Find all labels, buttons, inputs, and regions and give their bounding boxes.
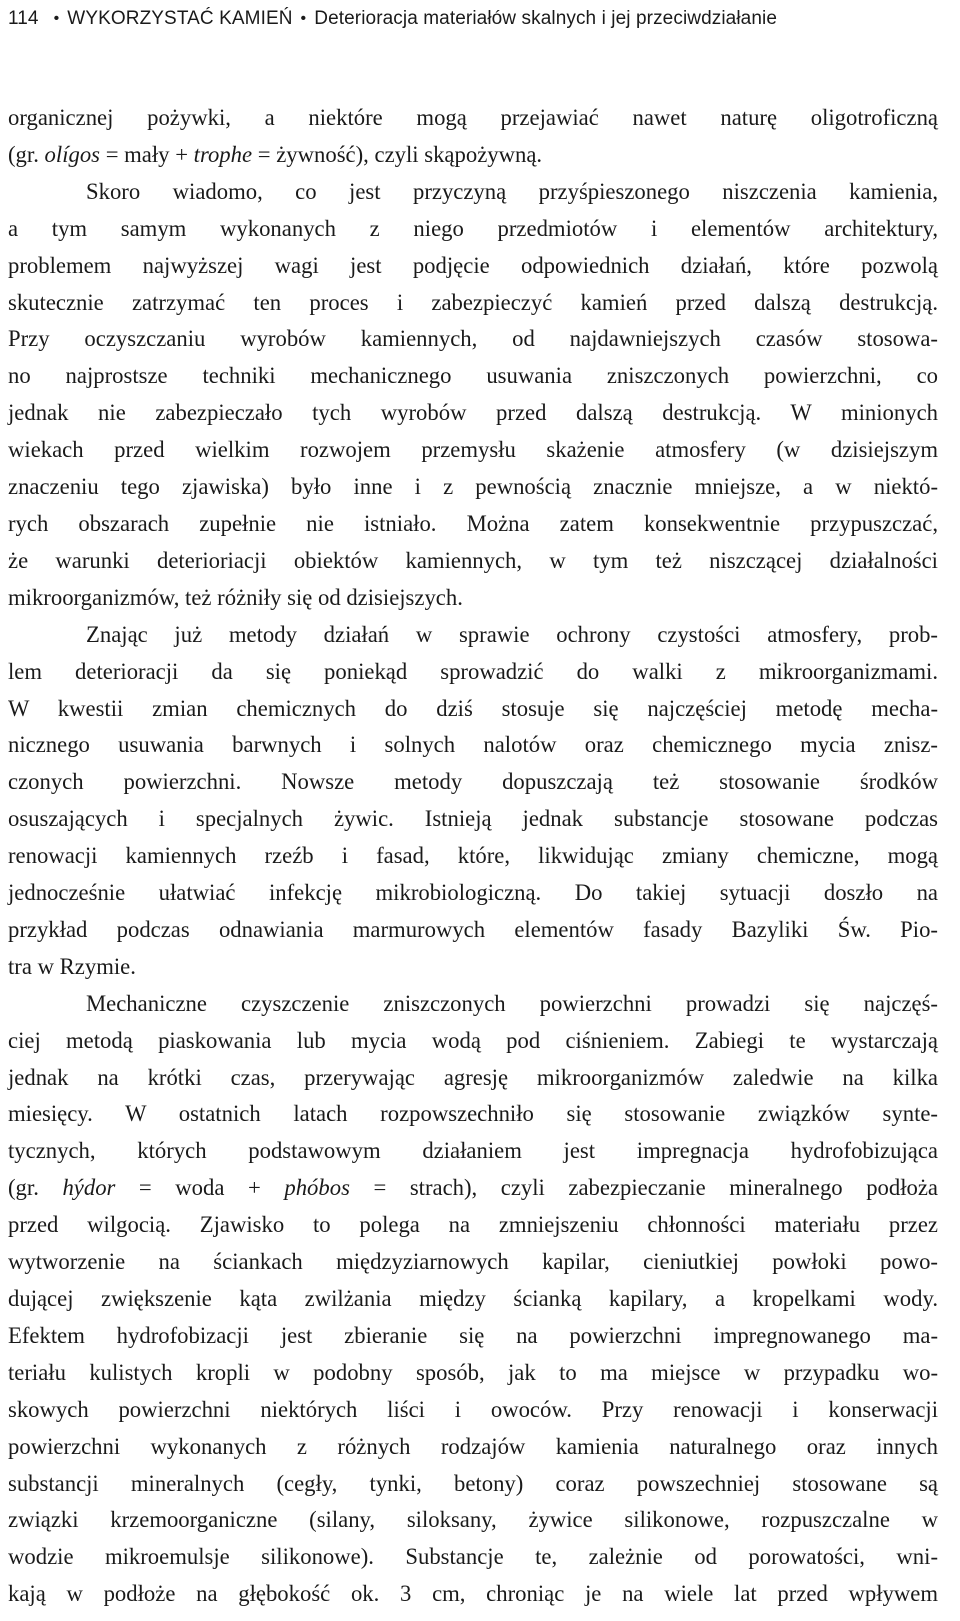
text-segment: renowacji kamiennych rzeźb i fasad, które, likwidując zmiany chemiczne, mogą xyxy=(8,843,938,869)
text-segment: jednocześnie ułatwiać infekcję mikrobiologiczną. Do takiej sytuacji doszło na xyxy=(8,880,938,906)
text-segment: wodzie mikroemulsje silikonowe). Substancje te, zależnie od porowatości, wni- xyxy=(8,1544,938,1570)
text-line xyxy=(8,1576,938,1613)
text-line xyxy=(8,543,938,580)
text-line xyxy=(8,248,938,285)
text-line xyxy=(8,285,938,322)
body-text xyxy=(8,100,938,1613)
text-line xyxy=(8,469,938,506)
text-segment: substancji mineralnych (cegły, tynki, betony) coraz powszechniej stosowane są xyxy=(8,1470,938,1496)
text-segment: przykład podczas odnawiania marmurowych elementów fasady Bazyliki Św. Pio- xyxy=(8,916,938,942)
text-segment: związki krzemoorganiczne (silany, siloksany, żywice silikonowe, rozpuszczalne w xyxy=(8,1507,938,1533)
text-line xyxy=(8,801,938,838)
text-segment: miesięcy. W ostatnich latach rozpowszechniło się stosowanie związków synte- xyxy=(8,1101,938,1127)
text-segment: wytworzenie na ściankach międzyziarnowych kapilar, cieniutkiej powłoki powo- xyxy=(8,1249,938,1275)
text-segment: = mały + xyxy=(100,141,194,167)
text-line xyxy=(8,1429,938,1466)
text-segment: znaczeniu tego zjawiska) było inne i z pewnością znacznie mniejsze, a w niektó- xyxy=(8,474,938,500)
text-segment: osuszających i specjalnych żywic. Istnieją jednak substancje stosowane podczas xyxy=(8,806,938,832)
text-segment: Mechaniczne czyszczenie zniszczonych powierzchni prowadzi się najczęś- xyxy=(86,990,938,1016)
text-segment: (gr. xyxy=(8,141,45,167)
text-segment: skutecznie zatrzymać ten proces i zabezpieczyć kamień przed dalszą destrukcją. xyxy=(8,289,938,315)
text-line xyxy=(8,986,938,1023)
text-segment: jednak nie zabezpieczało tych wyrobów przed dalszą destrukcją. W minionych xyxy=(8,400,938,426)
text-line xyxy=(8,1170,938,1207)
italic-term: hýdor xyxy=(62,1175,116,1201)
text-segment: Efektem hydrofobizacji jest zbieranie się na powierzchni impregnowanego ma- xyxy=(8,1322,938,1348)
text-line xyxy=(8,137,938,174)
text-line xyxy=(8,1133,938,1170)
text-segment: lem deterioracji da się poniekąd sprowadzić do walki z mikroorganizmami. xyxy=(8,658,938,684)
book-title: WYKORZYSTAĆ KAMIEŃ xyxy=(67,8,293,29)
text-line xyxy=(8,1023,938,1060)
text-line xyxy=(8,654,938,691)
text-line xyxy=(8,321,938,358)
running-header xyxy=(8,8,940,30)
text-line xyxy=(8,1539,938,1576)
text-segment: kają w podłoże na głębokość ok. 3 cm, chroniąc je na wiele lat przed wpływem xyxy=(8,1581,938,1607)
text-line xyxy=(8,949,938,986)
text-segment: skowych powierzchni niektórych liści i owoców. Przy renowacji i konserwacji xyxy=(8,1396,938,1422)
text-segment: Przy oczyszczaniu wyrobów kamiennych, od najdawniejszych czasów stosowa- xyxy=(8,326,938,352)
text-segment: czonych powierzchni. Nowsze metody dopuszczają też stosowanie środków xyxy=(8,769,938,795)
text-line xyxy=(8,1318,938,1355)
text-segment: Skoro wiadomo, co jest przyczyną przyśpieszonego niszczenia kamienia, xyxy=(86,178,938,204)
chapter-title: Deterioracja materiałów skalnych i jej przeciwdziałanie xyxy=(314,8,777,29)
page-number: 114 xyxy=(8,8,39,29)
text-segment: powierzchni wykonanych z różnych rodzajów kamienia naturalnego oraz innych xyxy=(8,1433,938,1459)
text-line xyxy=(8,1207,938,1244)
text-segment: problemem najwyższej wagi jest podjęcie odpowiednich działań, które pozwolą xyxy=(8,252,938,278)
text-segment: (gr. xyxy=(8,1175,63,1201)
text-line xyxy=(8,1355,938,1392)
text-line xyxy=(8,838,938,875)
text-line xyxy=(8,211,938,248)
text-line xyxy=(8,691,938,728)
text-segment: przed wilgocią. Zjawisko to polega na zmniejszeniu chłonności materiału przez xyxy=(8,1212,938,1238)
header-separator: • xyxy=(53,10,60,27)
text-line xyxy=(8,1096,938,1133)
text-line xyxy=(8,912,938,949)
text-segment: nicznego usuwania barwnych i solnych nalotów oraz chemicznego mycia znisz- xyxy=(8,732,938,758)
text-segment: Znając już metody działań w sprawie ochrony czystości atmosfery, prob- xyxy=(86,621,938,647)
text-line xyxy=(8,764,938,801)
text-line xyxy=(8,432,938,469)
text-line xyxy=(8,1060,938,1097)
text-segment: = woda + xyxy=(115,1175,285,1201)
text-segment: że warunki deterioriacji obiektów kamiennych, w tym też niszczącej działalności xyxy=(8,547,938,573)
italic-term: phóbos xyxy=(284,1175,350,1201)
text-line xyxy=(8,580,938,617)
text-segment: organicznej pożywki, a niektóre mogą przejawiać nawet naturę oligotroficzną xyxy=(8,105,938,130)
text-segment: mikroorganizmów, też różniły się od dzisiejszych. xyxy=(8,584,463,610)
text-line xyxy=(8,395,938,432)
text-line xyxy=(8,506,938,543)
text-line xyxy=(8,1502,938,1539)
text-line xyxy=(8,1466,938,1503)
text-segment: dującej zwiększenie kąta zwilżania między ścianką kapilary, a kropelkami wody. xyxy=(8,1286,938,1311)
text-line xyxy=(8,617,938,654)
text-line xyxy=(8,1244,938,1281)
italic-term: olígos xyxy=(44,141,101,167)
text-segment: jednak na krótki czas, przerywając agresję mikroorganizmów zaledwie na kilka xyxy=(8,1064,938,1090)
text-line xyxy=(8,1392,938,1429)
text-line xyxy=(8,1281,938,1318)
text-segment: no najprostsze techniki mechanicznego usuwania zniszczonych powierzchni, co xyxy=(8,363,938,389)
text-segment: = żywność), czyli skąpożywną. xyxy=(252,141,543,167)
text-segment: ciej metodą piaskowania lub mycia wodą pod ciśnieniem. Zabiegi te wystarczają xyxy=(8,1027,938,1053)
text-line xyxy=(8,875,938,912)
text-segment: teriału kulistych kropli w podobny sposób, jak to ma miejsce w przypadku wo- xyxy=(8,1359,938,1385)
text-line xyxy=(8,174,938,211)
italic-term: trophe xyxy=(193,141,253,167)
header-separator: • xyxy=(300,10,307,27)
text-segment: tycznych, których podstawowym działaniem jest impregnacja hydrofobizująca xyxy=(8,1138,938,1164)
text-segment: wiekach przed wielkim rozwojem przemysłu skażenie atmosfery (w dzisiejszym xyxy=(8,437,938,463)
text-segment: a tym samym wykonanych z niego przedmiotów i elementów architektury, xyxy=(8,215,938,241)
text-segment: = strach), czyli zabezpieczanie mineralnego podłoża xyxy=(349,1175,939,1201)
text-segment: W kwestii zmian chemicznych do dziś stosuje się najczęściej metodę mecha- xyxy=(8,695,938,721)
text-line xyxy=(8,727,938,764)
text-line xyxy=(8,358,938,395)
text-line xyxy=(8,100,938,137)
text-segment: rych obszarach zupełnie nie istniało. Można zatem konsekwentnie przypuszczać, xyxy=(8,510,938,536)
text-segment: tra w Rzymie. xyxy=(8,953,136,979)
